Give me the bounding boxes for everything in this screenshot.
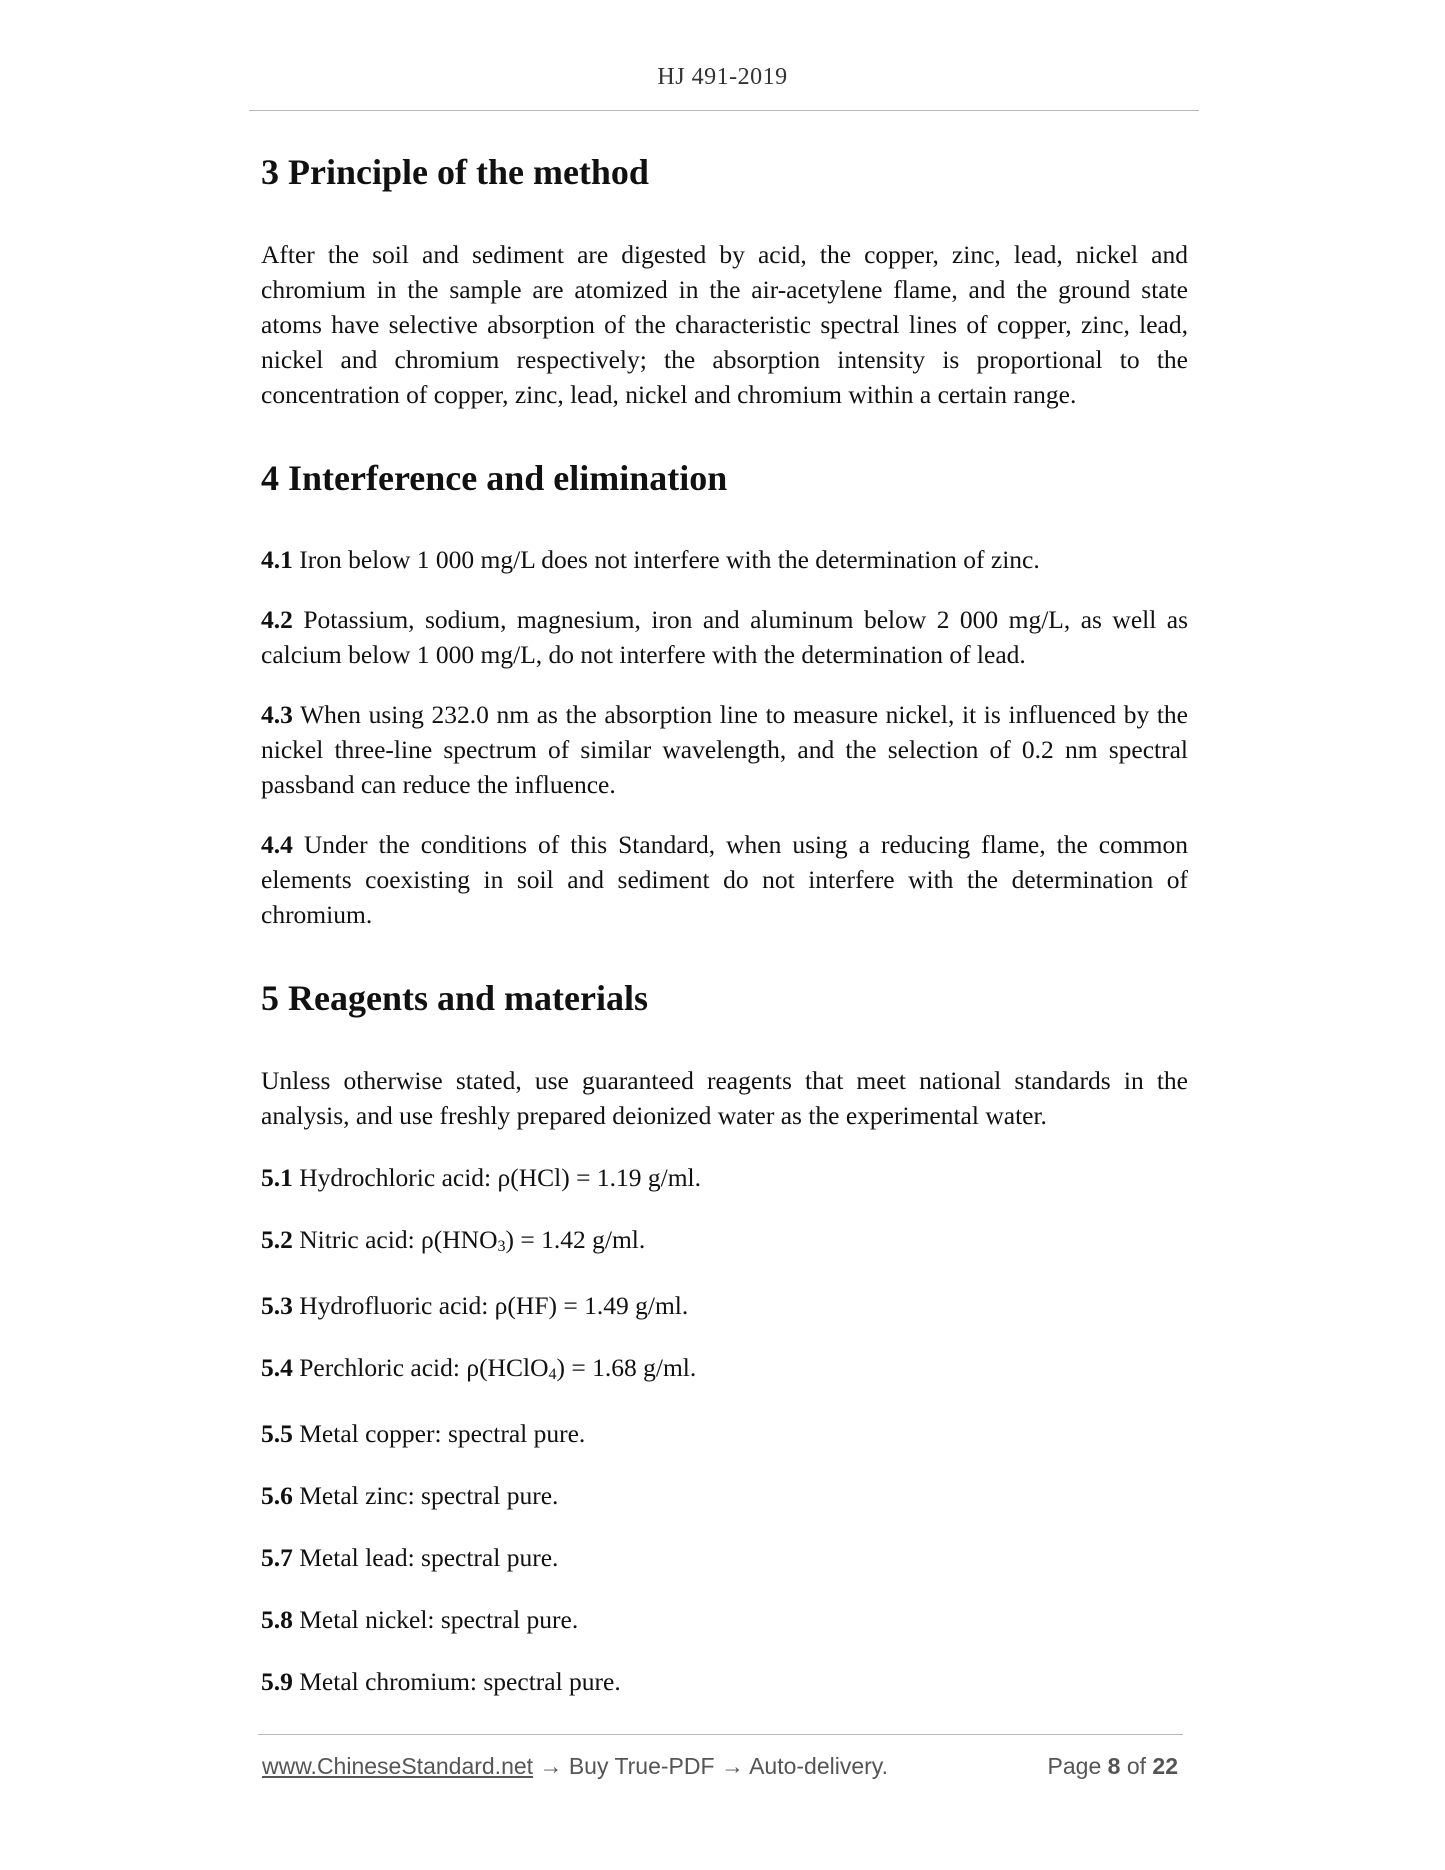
clause-5-3 — [261, 1288, 1188, 1323]
page-current: 8 — [1107, 1753, 1121, 1779]
section-5-title: 5 Reagents and materials — [261, 978, 648, 1018]
subscript: 4 — [548, 1366, 557, 1383]
clause-number: 5.5 — [261, 1419, 293, 1448]
clause-5-2 — [261, 1222, 1188, 1261]
header-doc-id: HJ 491-2019 — [657, 64, 788, 90]
clause-number: 5.2 — [261, 1225, 293, 1254]
clause-text: Iron below 1 000 mg/L does not interfere with the determination of zinc. — [299, 545, 1040, 574]
clause-5-5 — [261, 1416, 1188, 1451]
clause-4-1 — [261, 542, 1188, 577]
clause-4-2 — [261, 602, 1188, 672]
website-link[interactable]: www.ChineseStandard.net — [262, 1753, 534, 1779]
clause-5-9 — [261, 1664, 1188, 1699]
clause-number: 5.8 — [261, 1605, 293, 1634]
of-label: of — [1126, 1753, 1147, 1779]
header-divider — [249, 110, 1199, 111]
clause-4-3 — [261, 697, 1188, 802]
clause-number: 5.3 — [261, 1291, 293, 1320]
clause-number: 4.1 — [261, 545, 293, 574]
clause-number: 4.3 — [261, 700, 293, 729]
clause-number: 5.9 — [261, 1667, 293, 1696]
section-3-body: After the soil and sediment are digested by acid, the copper, zinc, lead, nickel and chromium in the sample are atomized in the air-acetylene flame, and the ground state atoms have selective absorption of the characteristic spectral lines of copper, zinc, lead, nickel and chromium respectively; the absorption intensity is proportional to the concentration of copper, zinc, lead, nickel and chromium within a certain range. — [261, 240, 1188, 409]
footer-divider — [258, 1734, 1183, 1735]
section-3-title: 3 Principle of the method — [261, 152, 649, 192]
page-label: Page — [1047, 1753, 1102, 1779]
clause-4-4 — [261, 827, 1188, 932]
clause-5-6 — [261, 1478, 1188, 1513]
clause-5-8 — [261, 1602, 1188, 1637]
clause-text: Under the conditions of this Standard, when using a reducing flame, the common elements coexisting in soil and sediment do not interfere with the determination of chromium. — [261, 830, 1188, 929]
clause-5-1 — [261, 1160, 1188, 1195]
arrow-icon: → — [539, 1753, 563, 1779]
clause-text: Metal nickel: spectral pure. — [299, 1605, 579, 1634]
clause-text: Perchloric acid: ρ(HClO4) = 1.68 g/ml. — [299, 1353, 697, 1383]
clause-text: Metal zinc: spectral pure. — [299, 1481, 559, 1510]
subscript: 3 — [497, 1238, 506, 1255]
clause-text: Metal chromium: spectral pure. — [299, 1667, 621, 1696]
clause-number: 4.4 — [261, 830, 293, 859]
clause-5-7 — [261, 1540, 1188, 1575]
clause-text: When using 232.0 nm as the absorption line to measure nickel, it is influenced by the nickel three-line spectrum of similar wavelength, and the selection of 0.2 nm spectral passband can reduce the influence. — [261, 700, 1188, 799]
clause-text: Hydrochloric acid: ρ(HCl) = 1.19 g/ml. — [299, 1163, 701, 1192]
auto-delivery-text: Auto-delivery. — [749, 1753, 888, 1779]
clause-text: Hydrofluoric acid: ρ(HF) = 1.49 g/ml. — [299, 1291, 689, 1320]
clause-text: Nitric acid: ρ(HNO3) = 1.42 g/ml. — [299, 1225, 646, 1255]
clause-text: Metal lead: spectral pure. — [299, 1543, 559, 1572]
section-4-title: 4 Interference and elimination — [261, 458, 728, 498]
buy-pdf-text: Buy True-PDF — [568, 1753, 715, 1779]
clause-number: 5.1 — [261, 1163, 293, 1192]
clause-text: Potassium, sodium, magnesium, iron and aluminum below 2 000 mg/L, as well as calcium below 1 000 mg/L, do not interfere with the determination of lead. — [261, 605, 1188, 669]
page-content — [261, 150, 1188, 1699]
page-indicator — [1048, 1753, 1178, 1780]
arrow-icon: → — [720, 1753, 744, 1779]
clause-text: Metal copper: spectral pure. — [299, 1419, 586, 1448]
clause-number: 4.2 — [261, 605, 293, 634]
page-total: 22 — [1152, 1753, 1178, 1779]
footer — [262, 1753, 1182, 1780]
section-5-intro: Unless otherwise stated, use guaranteed reagents that meet national standards in the analysis, and use freshly prepared deionized water as the experimental water. — [261, 1066, 1188, 1130]
clause-5-4 — [261, 1350, 1188, 1389]
clause-number: 5.7 — [261, 1543, 293, 1572]
clause-number: 5.6 — [261, 1481, 293, 1510]
clause-number: 5.4 — [261, 1353, 293, 1382]
